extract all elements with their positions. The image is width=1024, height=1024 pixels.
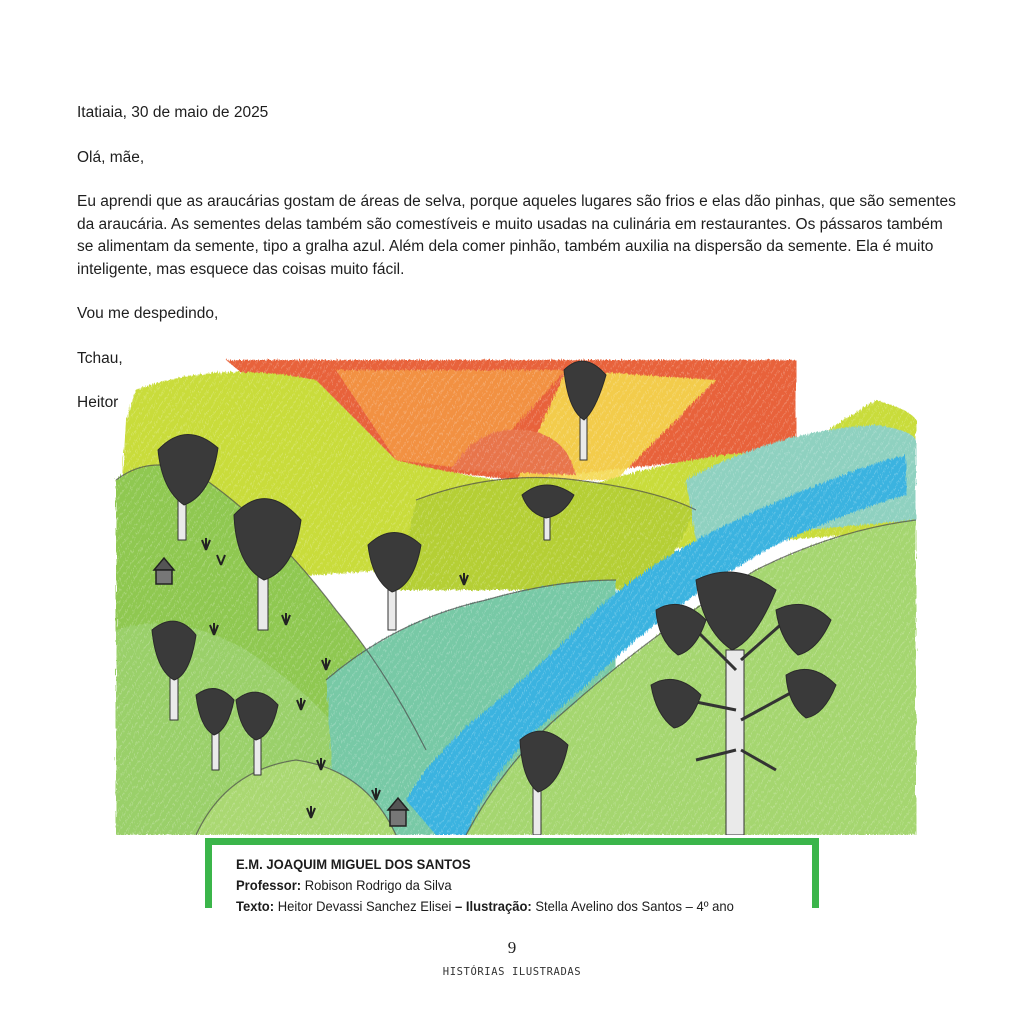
grade: – 4º ano xyxy=(685,898,734,914)
text-label: Texto: xyxy=(236,898,275,914)
credits-box xyxy=(205,838,819,914)
letter-greeting: Olá, mãe, xyxy=(77,148,145,166)
letter-signature: Heitor xyxy=(77,394,119,411)
professor-name: Robison Rodrigo da Silva xyxy=(304,877,452,893)
authors-line xyxy=(236,896,734,917)
letter-body: Eu aprendi que as araucárias gostam de áreas de selva, porque aqueles lugares são frios e elas dão pinhas, que são sementes da araucária. As sementes delas também são comestíveis e muito usadas na culinária em restaurantes. Os pássaros também se alimentam da semente, tipo a gralha azul. Além dela comer pinhão, também auxilia na dispersão da semente. Ela é muito inteligente, mas esquece das coisas muito fácil. xyxy=(77,193,956,278)
professor-label: Professor: xyxy=(236,877,302,893)
letter-place-date: Itatiaia, 30 de maio de 2025 xyxy=(77,104,269,121)
professor-line xyxy=(236,875,734,896)
letter-bye: Tchau, xyxy=(77,349,123,367)
illustrator-name: Stella Avelino dos Santos xyxy=(535,898,683,914)
book-title: HISTÓRIAS ILUSTRADAS xyxy=(442,966,582,978)
letter xyxy=(77,102,957,415)
text-author: Heitor Devassi Sanchez Elisei xyxy=(277,898,452,914)
credits-text xyxy=(236,854,734,917)
page-number: 9 xyxy=(507,938,517,957)
dash-separator: – xyxy=(455,898,463,914)
illustration-label: Ilustração: xyxy=(465,898,532,914)
school-name: E.M. JOAQUIM MIGUEL DOS SANTOS xyxy=(236,856,471,872)
letter-farewell: Vou me despedindo, xyxy=(77,305,219,322)
